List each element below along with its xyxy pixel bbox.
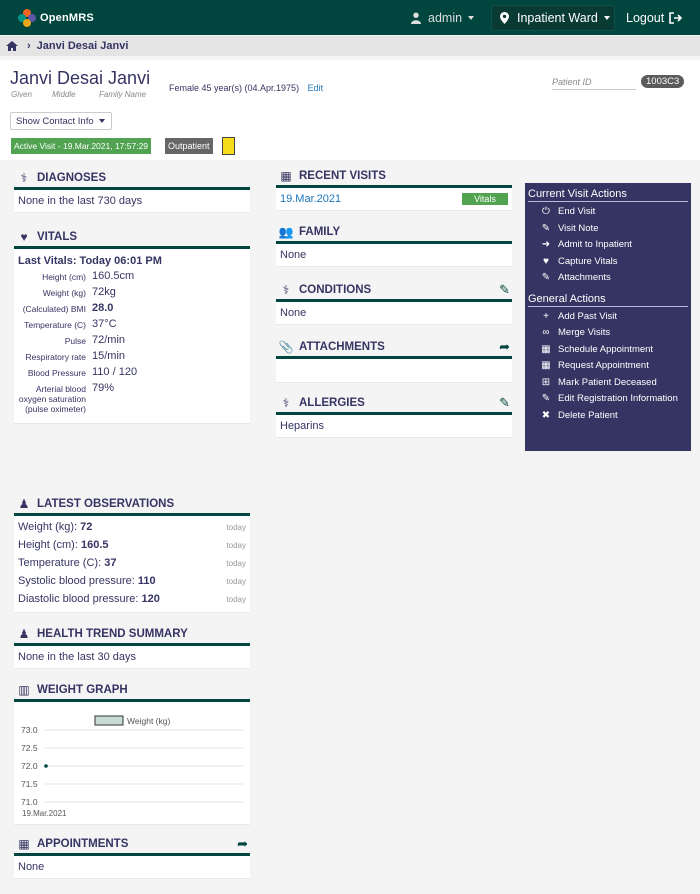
data-point [44, 764, 48, 768]
action-label: Merge Visits [558, 327, 611, 338]
vitals-label: Pulse [64, 336, 86, 346]
plus-square-icon: ⊞ [541, 376, 551, 388]
observation-label: Height (cm): [18, 539, 81, 551]
action-label: Admit to Inpatient [558, 239, 632, 250]
vitals-label: Arterial blood oxygen saturation (pulse oximeter) [18, 384, 86, 414]
observation-row [18, 572, 246, 590]
health-trend-body: None in the last 30 days [14, 646, 250, 669]
appointments-section [14, 834, 250, 879]
vitals-row [18, 286, 246, 298]
family-header [276, 222, 512, 244]
allergies-section [276, 393, 512, 438]
breadcrumb-patient[interactable]: Janvi Desai Janvi [36, 40, 129, 52]
diagnoses-section [14, 168, 250, 213]
conditions-header [276, 280, 512, 302]
y-tick-label: 71.0 [21, 797, 38, 807]
vitals-label: Respiratory rate [25, 352, 86, 362]
patient-name: Janvi Desai Janvi [10, 68, 151, 88]
vitals-value: 72kg [92, 286, 116, 298]
action-label: Capture Vitals [558, 255, 618, 267]
chevron-down-icon [604, 16, 610, 20]
actions-panel [525, 183, 691, 451]
given-label: Given [11, 90, 32, 99]
legend-swatch [95, 716, 123, 725]
vitals-row [18, 366, 246, 378]
diagnoses-body: None in the last 730 days [14, 190, 250, 213]
vitals-label: Height (cm) [42, 272, 86, 282]
observations-list [14, 516, 250, 613]
stethoscope-icon: ⚕ [20, 170, 28, 185]
section-title: APPOINTMENTS [37, 837, 129, 850]
close-icon: ✖ [541, 409, 551, 421]
home-icon[interactable] [6, 41, 18, 51]
general-actions-list [528, 310, 688, 424]
action-request-appointment[interactable] [537, 359, 688, 374]
show-contact-info-button[interactable] [10, 112, 112, 130]
action-delete-patient[interactable] [537, 409, 688, 424]
attachments-section [276, 337, 512, 383]
calendar-icon: ▦ [541, 360, 551, 371]
chevron-down-icon [99, 119, 105, 123]
observation-row [18, 554, 246, 572]
user-icon [410, 12, 422, 24]
action-label: Mark Patient Deceased [558, 376, 657, 388]
vitals-value: 110 / 120 [92, 366, 138, 378]
user-md-icon: ♟ [18, 496, 30, 511]
bar-chart-icon: ▥ [18, 682, 30, 697]
section-title: HEALTH TREND SUMMARY [37, 627, 188, 640]
observation-label: Systolic blood pressure: [18, 575, 138, 587]
conditions-body: None [276, 302, 512, 325]
section-title: DIAGNOSES [37, 171, 107, 184]
action-label: Add Past Visit [558, 310, 617, 322]
x-tick-label: 19.Mar.2021 [22, 809, 67, 818]
section-title: CONDITIONS [299, 283, 372, 296]
power-icon: ⏻ [542, 206, 550, 217]
sign-in-icon: ➜ [541, 239, 551, 250]
legend-label: Weight (kg) [127, 716, 171, 726]
breadcrumb-separator-icon: › [27, 40, 31, 52]
observation-value: 110 [137, 575, 156, 587]
allergies-body: Heparins [276, 415, 512, 438]
family-body: None [276, 244, 512, 267]
patient-header [0, 60, 700, 160]
attachments-header [276, 337, 512, 359]
vitals-label: (Calculated) BMI [22, 304, 86, 314]
section-title: LATEST OBSERVATIONS [37, 497, 175, 510]
appointments-header [14, 834, 250, 856]
observations-header [14, 494, 250, 516]
gender-age: Female 45 year(s) (04.Apr.1975) [169, 83, 300, 93]
section-title: WEIGHT GRAPH [37, 683, 128, 696]
action-end-visit[interactable] [537, 205, 688, 220]
pencil-icon: ✎ [541, 393, 551, 404]
pencil-icon: ✎ [541, 222, 551, 234]
observation-row [18, 536, 246, 554]
vitals-row [18, 318, 246, 330]
family-section [276, 222, 512, 267]
vitals-row [18, 350, 246, 362]
heart-icon: ♥ [543, 255, 549, 267]
allergies-header [276, 393, 512, 415]
visit-date-link[interactable]: 19.Mar.2021 [280, 193, 342, 205]
health-trend-header [14, 624, 250, 646]
current-visit-actions-title: Current Visit Actions [528, 188, 688, 202]
visit-type-badge: Outpatient [165, 138, 213, 154]
logout-label: Logout [626, 10, 665, 25]
action-schedule-appointment[interactable] [537, 343, 688, 358]
vitals-label: Weight (kg) [42, 288, 86, 298]
attachments-body [276, 359, 512, 383]
patient-demographics [169, 83, 323, 93]
vitals-label: Temperature (C) [24, 320, 86, 330]
action-label: End Visit [558, 206, 596, 217]
observation-text [18, 521, 92, 533]
users-icon: 👥 [278, 224, 294, 239]
appointments-body: None [14, 856, 250, 879]
medkit-icon: ⚕ [282, 395, 290, 410]
observation-value: 72 [80, 521, 93, 533]
show-contact-info-label: Show Contact Info [16, 115, 94, 127]
calendar-icon: ▦ [18, 836, 30, 851]
vitals-label: Blood Pressure [27, 368, 86, 378]
chevron-down-icon [468, 16, 474, 20]
plus-icon: + [543, 310, 549, 322]
action-label: Edit Registration Information [558, 393, 678, 404]
stethoscope-icon: ⚕ [282, 282, 290, 297]
observation-text [18, 575, 156, 587]
vitals-row [18, 302, 246, 314]
vitals-value: 15/min [92, 350, 126, 362]
edit-demographics-link[interactable]: Edit [307, 83, 324, 93]
user-menu[interactable] [410, 0, 474, 35]
paperclip-icon: ✎ [541, 272, 551, 283]
conditions-section [276, 280, 512, 325]
diagnoses-header [14, 168, 250, 190]
weight-graph-body [14, 702, 250, 825]
observation-date: today [226, 540, 246, 550]
action-admit-to-inpatient[interactable] [537, 238, 688, 253]
section-title: ATTACHMENTS [299, 340, 385, 353]
sticky-note-icon[interactable] [222, 137, 235, 155]
observation-date: today [226, 594, 246, 604]
weight-chart [14, 702, 250, 825]
breadcrumb [0, 36, 700, 56]
patient-id-label: Patient ID [552, 77, 636, 90]
logout-link[interactable] [626, 0, 683, 35]
latest-observations-section [14, 494, 250, 613]
heart-icon: ♥ [20, 229, 28, 244]
vitals-value: 79% [92, 382, 115, 394]
middle-label: Middle [52, 90, 76, 99]
y-tick-label: 72.0 [21, 761, 38, 771]
user-name: admin [428, 10, 463, 25]
weight-graph-section [14, 680, 250, 825]
vitals-section [14, 227, 250, 424]
observation-date: today [226, 558, 246, 568]
action-mark-patient-deceased[interactable] [537, 376, 688, 391]
observation-text [18, 593, 160, 605]
observation-row [18, 590, 246, 608]
action-label: Schedule Appointment [558, 343, 654, 355]
current-visit-actions-list [528, 205, 688, 286]
family-label: Family Name [99, 90, 147, 99]
observation-label: Diastolic blood pressure: [18, 593, 142, 605]
observation-date: today [226, 522, 246, 532]
action-merge-visits[interactable] [537, 326, 688, 341]
active-visit-badge[interactable]: Active Visit - 19.Mar.2021, 17:57:29 [11, 138, 151, 154]
action-label: Delete Patient [558, 409, 618, 421]
last-vitals-time: Last Vitals: Today 06:01 PM [18, 255, 162, 267]
action-visit-note[interactable] [537, 222, 688, 237]
vitals-table [18, 270, 246, 414]
pencil-icon[interactable]: ✎ [499, 394, 510, 410]
calendar-icon: ▦ [280, 168, 292, 183]
section-title: RECENT VISITS [299, 169, 386, 182]
action-add-past-visit[interactable] [537, 310, 688, 325]
vitals-body [14, 249, 250, 424]
y-tick-label: 71.5 [21, 779, 38, 789]
vitals-value: 72/min [92, 334, 126, 346]
y-tick-label: 73.0 [21, 725, 38, 735]
openmrs-logo[interactable] [18, 9, 94, 27]
vitals-value: 28.0 [92, 302, 114, 314]
observation-label: Temperature (C): [18, 557, 105, 569]
openmrs-logo-icon [18, 9, 36, 27]
vitals-row [18, 382, 246, 414]
observation-text [18, 539, 109, 551]
pencil-icon[interactable]: ✎ [499, 281, 510, 297]
location-name: Inpatient Ward [517, 11, 598, 25]
vitals-row [18, 270, 246, 282]
brand-name: OpenMRS [40, 12, 94, 24]
observation-label: Weight (kg): [18, 521, 81, 533]
action-capture-vitals[interactable] [537, 255, 688, 270]
action-label: Request Appointment [558, 360, 649, 371]
weight-graph-header [14, 680, 250, 702]
map-marker-icon [500, 12, 509, 24]
observation-value: 37 [104, 557, 117, 569]
user-md-icon: ♟ [18, 626, 30, 641]
observation-value: 120 [141, 593, 160, 605]
y-tick-label: 72.5 [21, 743, 38, 753]
vitals-header [14, 227, 250, 249]
share-icon[interactable]: ➦ [499, 338, 510, 354]
section-title: ALLERGIES [299, 396, 365, 409]
observation-text [18, 557, 116, 569]
vitals-row [18, 334, 246, 346]
paperclip-icon: 📎 [278, 339, 294, 354]
observation-value: 160.5 [80, 539, 109, 551]
general-actions-title: General Actions [528, 293, 688, 307]
action-label: Attachments [558, 272, 611, 283]
location-selector[interactable] [491, 5, 615, 31]
action-edit-registration-information[interactable] [537, 392, 688, 407]
calendar-icon: ▦ [541, 343, 551, 355]
top-nav-bar [0, 0, 700, 35]
section-title: VITALS [37, 230, 78, 243]
recent-visits-section [276, 166, 512, 211]
section-title: FAMILY [299, 225, 341, 238]
logout-icon [669, 12, 683, 24]
share-icon[interactable]: ➦ [237, 835, 248, 851]
patient-id-badge: 1003C3 [641, 75, 684, 88]
vitals-value: 160.5cm [92, 270, 135, 282]
vitals-value: 37°C [92, 318, 117, 330]
action-label: Visit Note [558, 222, 599, 234]
observation-date: today [226, 576, 246, 586]
action-attachments[interactable] [537, 271, 688, 286]
vitals-tag[interactable]: Vitals [462, 193, 508, 205]
recent-visit-row [276, 188, 512, 211]
observation-row [18, 518, 246, 536]
health-trend-section [14, 624, 250, 669]
recent-visits-header [276, 166, 512, 188]
link-icon: ∞ [542, 327, 550, 338]
